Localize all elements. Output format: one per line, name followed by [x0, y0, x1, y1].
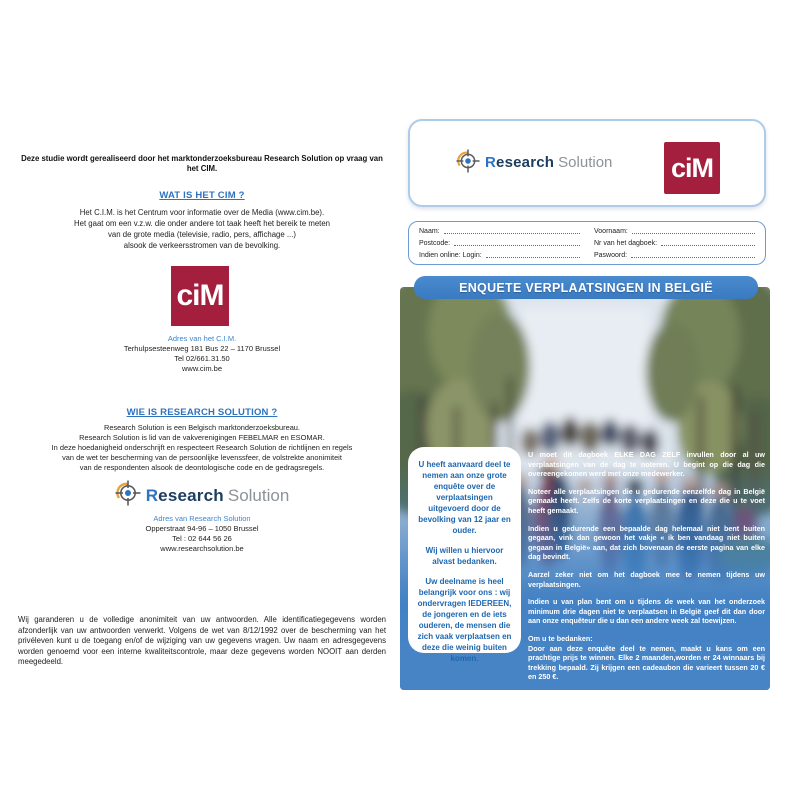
rs-section-text — [16, 423, 388, 473]
rs-address-label: Adres van Research Solution — [153, 514, 251, 523]
rs-line: van de wet ter bescherming van de persoonlijke levenssfeer, de volstrekte anonimiteit — [62, 453, 342, 462]
rs-line: van de respondenten alsook de deontologische code en de gedragsregels. — [79, 463, 325, 472]
cim-line: Het C.I.M. is het Centrum voor informatie over de Media (www.cim.be). — [79, 208, 325, 217]
survey-title-banner: ENQUETE VERPLAATSINGEN IN BELGIË — [414, 276, 758, 299]
login-field — [486, 251, 580, 258]
rs-logo-esearch: esearch — [158, 485, 224, 505]
respondent-form — [408, 221, 766, 265]
welcome-paragraph: U heeft aanvaard deel te nemen aan onze grote enquête over de verplaatsingen uitgevoerd door de bevolking van 12 jaar en ouder. — [418, 460, 511, 535]
instruction-paragraph: Indien u gedurende een bepaalde dag helemaal niet bent buiten gegaan, vink dan gewoon het vakje « ik ben vandaag niet buiten gegaan in België» aan, dat zich bovenaan de eerste pagina van elke dag bevindt. — [528, 523, 765, 562]
form-row — [419, 239, 755, 248]
rs-logo-esearch: esearch — [496, 154, 555, 171]
cim-logo: ciM — [171, 266, 229, 326]
rs-line: Research Solution is een Belgisch marktonderzoeksbureau. — [104, 423, 300, 432]
participation-paragraph — [415, 576, 514, 664]
rs-line: In deze hoedanigheid onderschrijft en respecteert Research Solution de richtlijnen en regels — [51, 443, 353, 452]
rs-website-link: www.researchsolution.be — [160, 544, 244, 553]
instruction-paragraph: Noteer alle verplaatsingen die u gedurende eenzelfde dag in België gemaakt heeft. Zelfs de korte verplaatsingen en deze die u te voet heeft gemaakt. — [528, 486, 765, 515]
crosshair-icon — [456, 149, 480, 178]
cim-section-text — [16, 207, 388, 251]
welcome-box — [408, 447, 521, 663]
privacy-statement: Wij garanderen u de volledige anonimiteit van uw antwoorden. Alle identificatiegegevens worden afzonderlijk van uw antwoorden verwerkt. Volgens de wet van 8/12/1992 over de bescherming van het privéleven kunt u de toegang en/of de wijziging van uw gegevens vragen. Uw naam en adresgegevens worden genoemd voor een interne kwaliteitscontrole, maar deze gegevens worden NOOIT aan derden meegedeeld. — [18, 615, 386, 666]
intro-statement: Deze studie wordt gerealiseerd door het marktonderzoeksbureau Research Solution op vraag van het CIM. — [21, 154, 383, 173]
naam-label: Naam: — [419, 228, 440, 235]
reward-paragraph: Door aan deze enquête deel te nemen, maakt u kans om een prachtige prijs te winnen. Elke 2 maanden,worden er 24 winnaars bij trekking bepaald. Zij krijgen een cadeaubon die varieert tussen 20 € en 250 €. — [528, 643, 765, 682]
header-card — [408, 119, 766, 207]
postcode-field — [454, 239, 580, 246]
rs-logo-solution: Solution — [558, 154, 613, 171]
cim-section-heading: WAT IS HET CIM ? — [159, 190, 245, 201]
participation-text: , de jongeren en de iets ouderen, de mensen die zich vaak verplaatsen en deze die weinig buiten komen. — [417, 599, 512, 663]
rs-section-heading: WIE IS RESEARCH SOLUTION ? — [126, 407, 278, 418]
dagboeknr-field — [661, 239, 755, 246]
cim-line: Het gaat om een v.z.w. die onder andere tot taak heeft het bereik te meten — [73, 219, 330, 228]
dagboeknr-label: Nr van het dagboek: — [594, 240, 658, 247]
postcode-label: Postcode: — [419, 240, 451, 247]
cim-line: van de grote media (televisie, radio, pers, affichage ...) — [108, 230, 296, 239]
rs-logo-r: R — [145, 485, 159, 505]
naam-field — [444, 227, 580, 234]
rs-logo-solution: Solution — [227, 485, 290, 505]
reward-label: Om u te bedanken: — [528, 633, 593, 643]
crowd-photo — [400, 287, 770, 690]
login-label: Indien online: Login: — [419, 252, 482, 259]
research-solution-logo-header — [456, 149, 612, 178]
rs-address-line: Opperstraat 94-96 – 1050 Brussel — [145, 524, 259, 533]
instruction-paragraph: Aarzel zeker niet om het dagboek mee te nemen tijdens uw verplaatsingen. — [528, 569, 765, 589]
cim-phone: Tel 02/661.31.50 — [174, 354, 230, 363]
cim-line: alsook de verkeersstromen van de bevolking. — [123, 241, 281, 250]
paswoord-label: Paswoord: — [594, 252, 628, 259]
rs-phone: Tel : 02 644 56 26 — [172, 534, 232, 543]
rs-line: Research Solution is lid van de vakverenigingen FEBELMAR en ESOMAR. — [79, 433, 325, 442]
rs-address — [16, 524, 388, 554]
instructions-text — [528, 450, 765, 690]
voornaam-field — [632, 227, 755, 234]
iedereen-emphasis: IEDEREEN — [468, 599, 510, 608]
voornaam-label: Voornaam: — [594, 228, 628, 235]
form-row — [419, 227, 755, 236]
instruction-paragraph: Indien u van plan bent om u tijdens de week van het onderzoek minimum drie dagen niet te verplaatsen in België geef dit dan door aan onze enquêteur die u dan een andere week zal toewijzen. — [528, 597, 765, 626]
paswoord-field — [631, 251, 755, 258]
thanks-paragraph: Wij willen u hiervoor alvast bedanken. — [425, 546, 504, 566]
research-solution-logo — [16, 480, 388, 511]
cim-address-label: Adres van het C.I.M. — [167, 334, 237, 343]
participation-text: Uw deelname is heel belangrijk voor ons : wij ondervragen — [417, 577, 511, 608]
cim-address-line: Terhulpsesteenweg 181 Bus 22 – 1170 Brussel — [123, 344, 281, 353]
form-row — [419, 251, 755, 260]
cim-address — [16, 344, 388, 374]
crosshair-icon — [115, 480, 141, 511]
instruction-paragraph: U moet dit dagboek ELKE DAG ZELF invullen door al uw verplaatsingen van de dag te noteren. U begint op die dag die overeengekomen werd met onze medewerker. — [528, 450, 765, 479]
cim-website-link: www.cim.be — [181, 364, 222, 373]
rs-logo-r: R — [485, 154, 497, 171]
cim-logo-header: ciM — [664, 142, 720, 194]
